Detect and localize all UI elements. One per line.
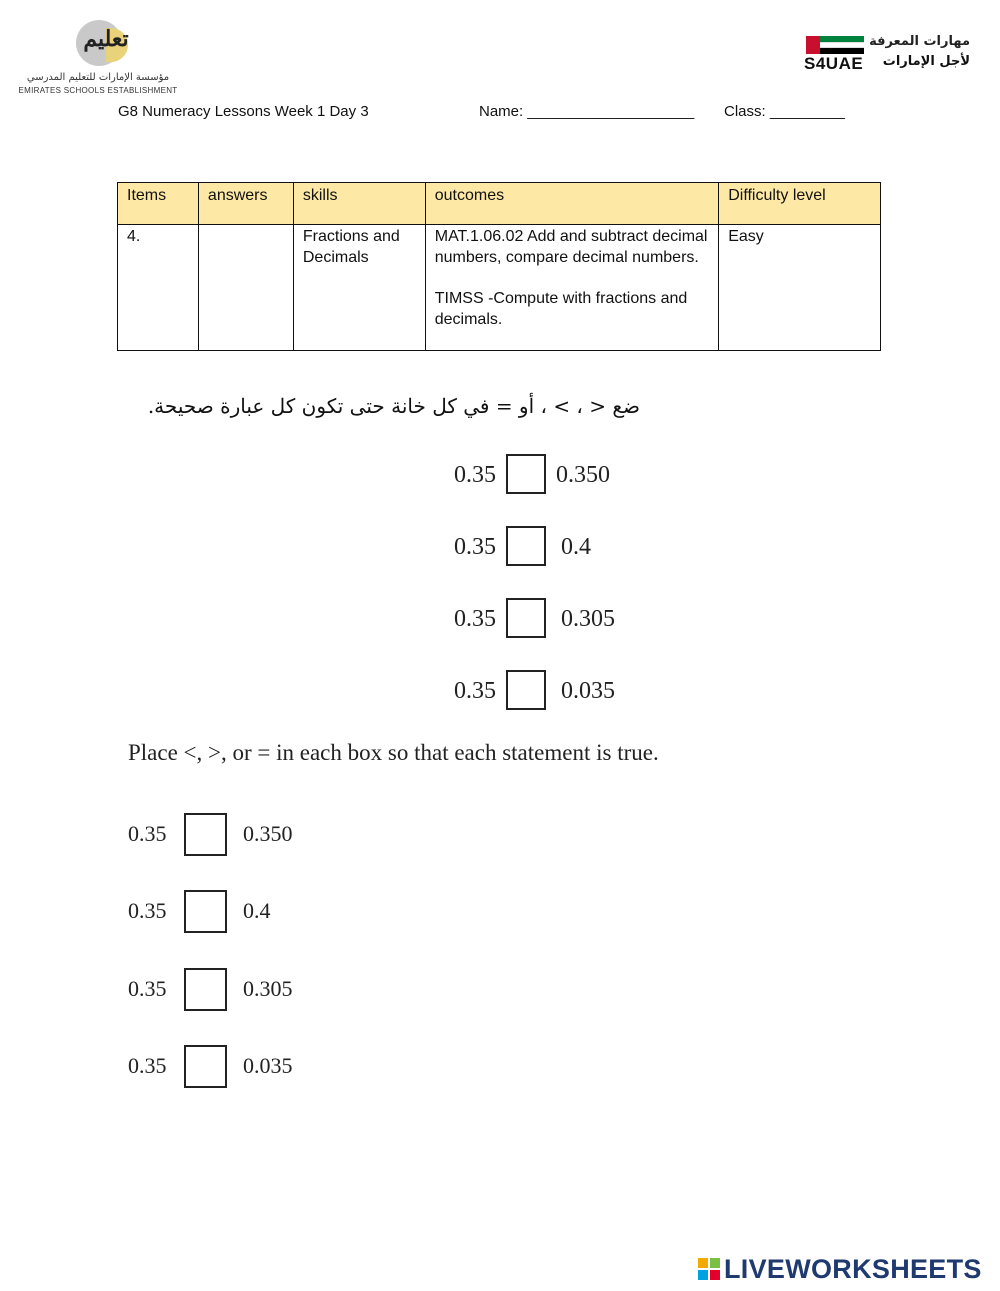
header-difficulty: Difficulty level [719,183,881,225]
left-number: 0.35 [128,898,167,923]
right-number: 0.035 [561,678,615,704]
right-number: 0.305 [561,606,615,632]
right-number: 0.305 [243,976,293,1001]
english-instruction: Place <, >, or = in each box so that each statement is true. [128,740,659,765]
left-number: 0.35 [454,678,496,704]
answer-box[interactable] [506,598,546,638]
right-number: 0.4 [561,534,591,560]
header-skills: skills [293,183,425,225]
english-compare-row [128,890,328,934]
header-items: Items [118,183,199,225]
arabic-compare-row [454,454,654,498]
cell-skill: Fractions and Decimals [293,225,425,351]
cell-difficulty: Easy [719,225,881,351]
answer-box[interactable] [506,526,546,566]
arabic-compare-row [454,670,654,714]
outcome-timss: TIMSS -Compute with fractions and decimals. [434,290,688,328]
answer-box[interactable] [506,454,546,494]
right-number: 0.350 [243,821,293,846]
english-compare-row [128,968,328,1012]
english-compare-row [128,813,328,857]
taleem-logo [18,18,178,98]
left-number: 0.35 [128,976,167,1001]
outcome-mat: MAT.1.06.02 Add and subtract decimal numbers, compare decimal numbers. [434,228,708,266]
logo-brand: S4UAE [804,54,864,73]
arabic-instruction: ضع < ، > ، أو = في كل خانة حتى تكون كل عبارة صحيحة. [147,394,640,418]
arabic-compare-row [454,526,654,570]
uae-flag-icon [806,36,864,54]
logo-arabic-top: مهارات المعرفة [869,34,970,49]
liveworksheets-logo-icon [698,1258,720,1280]
answer-box[interactable] [184,968,227,1011]
answer-box[interactable] [184,1045,227,1088]
s4uae-logo [800,32,972,76]
worksheet-title: G8 Numeracy Lessons Week 1 Day 3 [118,103,369,120]
table-header-row [118,183,881,225]
cell-answer [198,225,293,351]
english-compare-row [128,1045,328,1089]
answer-box[interactable] [506,670,546,710]
answer-box[interactable] [184,890,227,933]
cell-item: 4. [118,225,199,351]
cell-outcomes [425,225,718,351]
table-row [118,225,881,351]
logo-arabic-name: مؤسسة الإمارات للتعليم المدرسي [26,72,170,83]
left-number: 0.35 [454,606,496,632]
left-number: 0.35 [128,821,167,846]
name-field[interactable]: Name: ____________________ [479,103,695,120]
logo-arabic-mark: تعليم [83,26,129,52]
header-answers: answers [198,183,293,225]
arabic-compare-row [454,598,654,642]
watermark-text: LIVEWORKSHEETS [724,1254,982,1284]
lesson-info-table [117,182,881,351]
right-number: 0.350 [556,462,610,488]
answer-box[interactable] [184,813,227,856]
logo-english-name: EMIRATES SCHOOLS ESTABLISHMENT [18,86,178,95]
left-number: 0.35 [454,462,496,488]
right-number: 0.4 [243,898,271,923]
right-number: 0.035 [243,1053,293,1078]
left-number: 0.35 [128,1053,167,1078]
left-number: 0.35 [454,534,496,560]
logo-arabic-bottom: لأجل الإمارات [882,54,970,69]
header-outcomes: outcomes [425,183,718,225]
class-field[interactable]: Class: _________ [724,103,845,120]
